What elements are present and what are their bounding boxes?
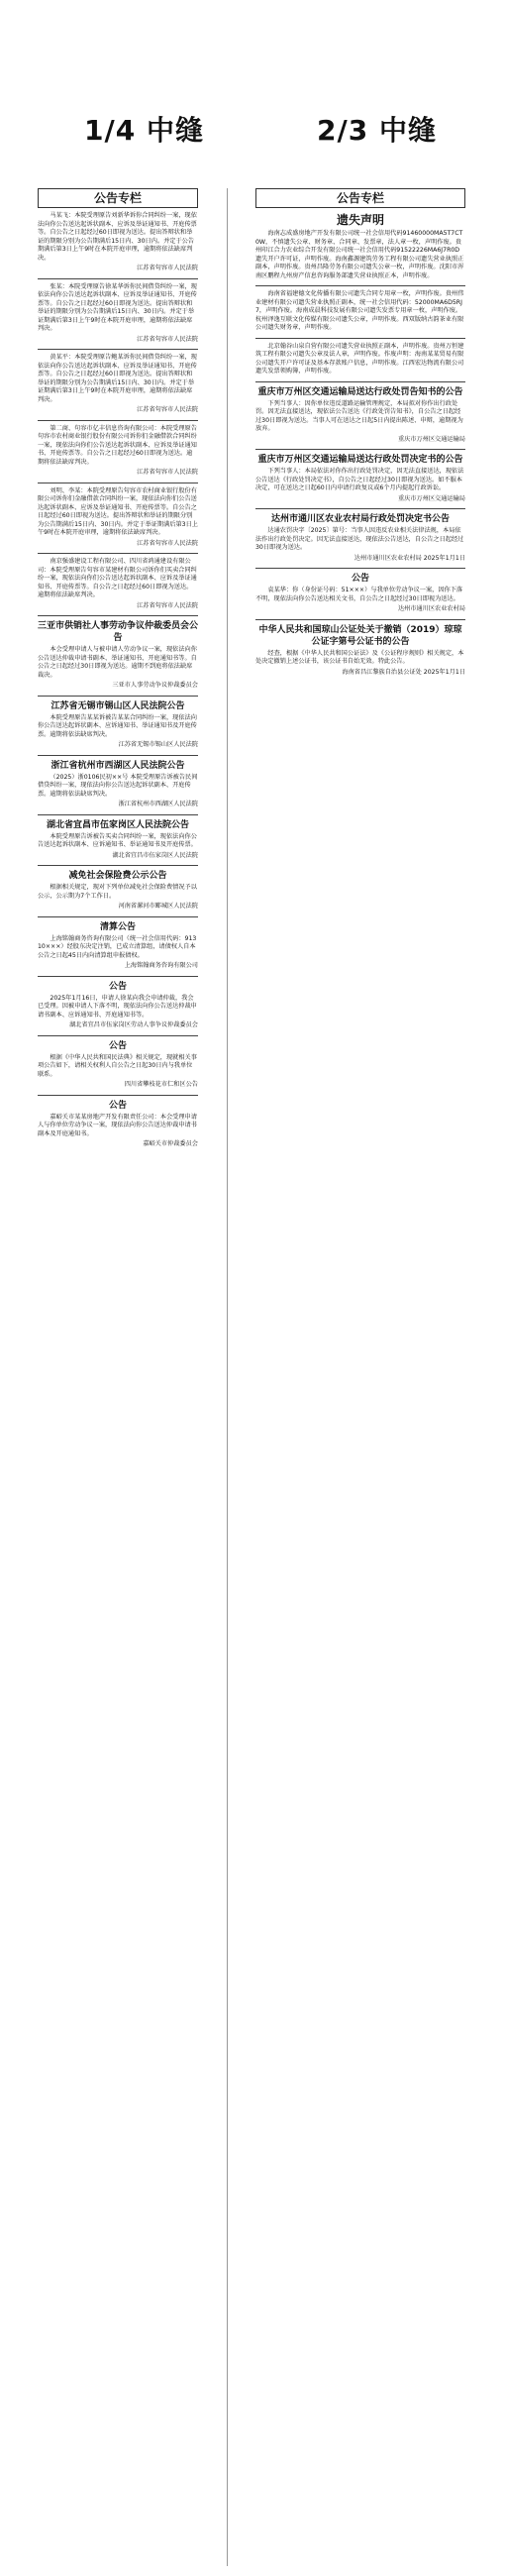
notice-separator <box>38 916 198 917</box>
notice-body: （2025）浙0106民初××号 本院受理原告诉被告民间借贷纠纷一案，现依法向你公告送达起诉状副本、开庭传票。逾期将依法缺席判决。 <box>38 773 198 798</box>
notice-signature: 湖北省宜昌市伍家岗区劳动人事争议仲裁委员会 <box>69 1021 198 1028</box>
notice-body: 经查，根据《中华人民共和国公证法》及《公证程序规则》相关规定，本处决定撤销上述公证书，该公证书自始无效。特此公告。 <box>255 649 464 665</box>
notice-title: 减免社会保险费公示公告 <box>68 871 167 881</box>
notice-separator <box>38 1095 198 1096</box>
notice-item <box>38 487 198 549</box>
notice-signature: 嘉峪关市仲裁委员会 <box>143 1140 198 1147</box>
notice-title: 公告 <box>108 1100 127 1111</box>
notice-signature: 江苏省句容市人民法院 <box>137 539 198 547</box>
notice-body: 达通农罚决字〔2025〕第号：当事人因违反农业相关法律法规，本局依法作出行政处罚决定。因无法直接送达，现依法公告送达，自公告之日起经过30日即视为送达。 <box>255 527 464 551</box>
notice-title: 公告 <box>351 574 369 584</box>
notice-body: 袁某华：你（身份证号码：51×××）与我单位劳动争议一案，因你下落不明，现依法向你公告送达相关文书，自公告之日起经过30日即视为送达。 <box>255 587 463 602</box>
notice-separator <box>255 449 465 450</box>
notice-signature: 重庆市万州区交通运输局 <box>397 435 465 443</box>
notice-separator <box>38 420 198 421</box>
notice-body: 海南志成盛房地产开发有限公司统一社会信用代码91460000MA5T7CT0W，不慎遗失公章、财务章、合同章、发票章，法人章一枚，声明作废。贵州印江合力农业综合开发有限公司统一社会信用代码91522226MA6J7R0D遗失开户许可证，声明作废。海南鑫源建筑劳务工程有限公司遗失营业执照正副本，声明作废。贵州昌隆劳务有限公司遗失公章一枚，声明作废。沈阳市浑南区鹏程九州房产信息咨询服务部遗失营业执照正本，声明作废。 <box>255 230 464 279</box>
left-column-heading: 1/4 中缝 <box>84 114 204 147</box>
notice-body: 南京强盛建设工程有限公司、四川省鸿通建设有限公司：本院受理原告句容市某建材有限公司诉你们买卖合同纠纷一案，现依法向你们公告送达起诉状副本、应诉及举证通知书、开庭传票等。自公告之日起经过60日即视为送达。逾期将依法缺席判决。 <box>38 558 197 598</box>
notice-separator <box>38 976 198 977</box>
notice-signature: 达州市通川区农业农村局 <box>397 605 465 612</box>
notice-signature: 上海铭翰商务咨询有限公司 <box>124 962 198 969</box>
notice-signature: 浙江省杭州市西湖区人民法院 <box>118 801 198 807</box>
notice-body: 张某：本院受理原告徐某华诉你民间借贷纠纷一案，现依法向你公告送达起诉状副本、应诉及举证通知书、开庭传票等。自公告之日起经过60日即视为送达。提出答辩状和举证的期限分别为公告期满后15日内、30日内。并定于举证期满后第3日上午9时在本院开庭审理，逾期将依法缺席判决。 <box>38 282 197 332</box>
notice-title: 浙江省杭州市西湖区人民法院公告 <box>50 760 185 771</box>
left-notice-list <box>38 212 198 1149</box>
notice-item <box>38 1040 198 1090</box>
notice-body: 本院受理原告某某诉被告某某合同纠纷一案，现依法向你公告送达起诉状副本、应诉通知书、举证通知书及开庭传票。逾期将依法缺席判决。 <box>38 713 197 738</box>
notice-separator <box>38 349 198 350</box>
notice-body: 马某飞：本院受理原告刘新华诉你合同纠纷一案，现依法向你公告送达起诉状副本、应诉及举证通知书、开庭传票等。自公告之日起经过60日即视为送达。提出答辩状和举证的期限分别为公告期满后15日内、30日内。并定于公告期满后第3日上午9时在本院开庭审理，逾期将依法缺席判决。 <box>38 212 197 262</box>
right-notice-column <box>255 188 465 2566</box>
notice-signature: 湖北省宜昌市伍家岗区人民法院 <box>112 851 198 859</box>
notice-separator <box>38 696 198 697</box>
notice-item <box>38 921 198 971</box>
notice-title: 三亚市供销社人事劳动争议仲裁委员会公告 <box>38 621 198 643</box>
notice-item <box>255 454 465 503</box>
notice-item <box>38 212 198 273</box>
notice-item <box>38 760 198 809</box>
notice-title: 重庆市万州区交通运输局送达行政处罚决定书的公告 <box>257 455 463 465</box>
notice-signature: 江苏省句容市人民法院 <box>137 335 198 343</box>
notice-item <box>38 700 198 750</box>
notice-body: 2025年1月16日，申请人徐某向我会申请仲裁，我会已受理。因被申请人下落不明，现依法向你公告送达仲裁申请书副本、应诉通知书、开庭通知书等。 <box>38 994 197 1019</box>
notice-title: 江苏省无锡市锡山区人民法院公告 <box>50 700 185 711</box>
notice-signature: 江苏省句容市人民法院 <box>137 406 198 413</box>
notice-signature: 海南省昌江黎族自治县公证处 2025年1月1日 <box>342 668 465 676</box>
notice-separator <box>255 381 465 382</box>
notice-item <box>255 513 465 563</box>
notice-separator <box>255 568 465 569</box>
notice-body: 下列当事人：因你单位违反道路运输管理规定，本局拟对你作出行政处罚。因无法直接送达，现依法公告送达《行政处罚告知书》，自公告之日起经过30日即视为送达。当事人可在送达之日起5日内提出陈述、申辩，逾期视为放弃。 <box>255 399 463 432</box>
notice-item <box>255 573 465 614</box>
notice-title: 清算公告 <box>99 921 136 932</box>
notice-title: 湖北省宜昌市伍家岗区人民法院公告 <box>46 819 189 830</box>
notice-item <box>38 819 198 861</box>
notice-separator <box>255 619 465 620</box>
notice-item <box>38 425 198 478</box>
right-column-heading: 2/3 中缝 <box>317 114 437 147</box>
notice-body: 上海铭翰商务咨询有限公司（统一社会信用代码：91310×××）经股东决定注销，已成立清算组，请债权人自本公告之日起45日内向清算组申报债权。 <box>38 934 197 959</box>
notice-signature: 江苏省句容市人民法院 <box>137 469 198 476</box>
notice-body: 北京翰谷山泉自营有限公司遗失营业执照正副本，声明作废。贵州万恒建筑工程有限公司遗失公章及法人章，声明作废。作废声明：海南某某贸易有限公司遗失开户许可证及基本存款账户信息，声明作废。江西宏达物流有限公司遗失发票领购簿，声明作废。 <box>255 342 464 375</box>
notice-item <box>38 620 198 691</box>
notice-body: 刘明、李某：本院受理原告句容市农村商业银行股份有限公司诉你们金融借款合同纠纷一案，现依法向你们公告送达起诉状副本、应诉及举证通知书、开庭传票等。自公告之日起经过60日即视为送达。提出答辩状和举证的期限分别为公告期满后15日内、30日内。并定于举证期满后第3日上午9时在本院开庭审理，逾期将依法缺席判决。 <box>38 486 198 536</box>
notice-item <box>38 558 198 610</box>
notice-signature: 河南省漯河市郾城区人民法院 <box>118 903 198 910</box>
notice-separator <box>38 615 198 616</box>
notice-signature: 四川省攀枝花市仁和区公告 <box>124 1081 198 1088</box>
notice-title: 公告 <box>108 981 127 992</box>
notice-title: 遗失声明 <box>336 213 384 227</box>
notice-item <box>38 354 198 415</box>
notice-body: 根据《中华人民共和国民法典》相关规定，现就相关事项公告如下，请相关权利人自公告之日起30日内与我单位联系。 <box>38 1053 197 1078</box>
notice-separator <box>38 278 198 279</box>
right-column-header: 公告专栏 <box>255 188 465 208</box>
notice-body: 嘉峪关市某某房地产开发有限责任公司：本会受理申请人与你单位劳动争议一案，现依法向你公告送达仲裁申请书副本及开庭通知书。 <box>38 1113 197 1137</box>
notice-separator <box>38 553 198 554</box>
right-notice-list <box>255 212 465 677</box>
notice-separator <box>255 338 465 339</box>
notice-title: 重庆市万州区交通运输局送达行政处罚告知书的公告 <box>257 386 463 397</box>
notice-item <box>255 290 465 333</box>
notice-item <box>255 386 465 445</box>
notice-body: 海南省福建德文化传播有限公司遗失合同专用章一枚，声明作废。贵州伟业建材有限公司遗失营业执照正副本，统一社会信用代码：52000MA6D5RJ7，声明作废。海南成晨科技发展有限公司遗失发票专用章一枚，声明作废。杭州泽逸互联文化传媒有限公司遗失公章，声明作废。西双版纳古韵茶业有限公司遗失财务章，声明作废。 <box>255 290 464 331</box>
left-column-header: 公告专栏 <box>38 188 198 208</box>
notice-separator <box>38 755 198 756</box>
notice-body: 黄某平：本院受理原告鲍某诉你民间借贷纠纷一案，现依法向你公告送达起诉状副本、应诉及举证通知书、开庭传票等。自公告之日起经过60日即视为送达。提出答辩状和举证的期限分别为公告期满后15日内、30日内。并定于举证期满后第3日上午9时在本院开庭审理，逾期将依法缺席判决。 <box>38 354 197 403</box>
notice-signature: 达州市通川区农业农村局 2025年1月1日 <box>354 554 465 562</box>
notice-body: 本院受理原告诉被告买卖合同纠纷一案，现依法向你公告送达起诉状副本、应诉通知书、举证通知书及开庭传票。 <box>38 832 197 848</box>
notice-signature: 江苏省句容市人民法院 <box>137 601 198 609</box>
notice-signature: 重庆市万州区交通运输局 <box>397 494 465 502</box>
notice-item <box>38 283 198 345</box>
notice-item <box>38 870 198 912</box>
notice-body: 根据相关规定，现对下列单位减免社会保险费情况予以公示，公示期为7个工作日。 <box>38 884 197 900</box>
notice-separator <box>38 865 198 866</box>
notice-item <box>38 1100 198 1149</box>
notice-title: 公告 <box>108 1040 127 1051</box>
notice-body: 第二商、句容市亿丰信息咨询有限公司：本院受理原告句容市农村商业银行股份有限公司诉你们金融借款合同纠纷一案，现依法向你们公告送达起诉状副本、应诉及举证通知书、开庭传票等。自公告之日起经过60日即视为送达。逾期将依法缺席判决。 <box>38 424 197 466</box>
notice-body: 下列当事人：本局依法对你作出行政处罚决定，因无法直接送达，现依法公告送达《行政处罚决定书》，自公告之日起经过30日即视为送达。如不服本决定，可在送达之日起60日内申请行政复议或6个月内提起行政诉讼。 <box>255 468 464 491</box>
notice-item <box>255 212 465 280</box>
notice-separator <box>255 285 465 286</box>
notice-separator <box>255 508 465 509</box>
notice-signature: 江苏省句容市人民法院 <box>137 265 198 271</box>
notice-separator <box>38 814 198 815</box>
notice-signature: 江苏省无锡市锡山区人民法院 <box>118 741 198 748</box>
notice-signature: 三亚市人事劳动争议仲裁委员会 <box>112 682 198 689</box>
notice-item <box>255 624 465 678</box>
notice-item <box>38 981 198 1030</box>
notice-separator <box>38 1035 198 1036</box>
notice-item <box>255 343 465 376</box>
notice-title: 达州市通川区农业农村局行政处罚决定书公告 <box>270 514 450 524</box>
notice-body: 本会受理申请人与被申请人劳动争议一案，现依法向你公告送达仲裁申请书副本、举证通知书、开庭通知书等。自公告之日起经过30日即视为送达。逾期不到庭将依法缺席裁决。 <box>38 646 197 679</box>
left-notice-column <box>38 188 198 2566</box>
column-divider <box>227 188 228 2566</box>
notice-title: 中华人民共和国琼山公证处关于撤销（2019）琼琼公证字第号公证书的公告 <box>258 624 462 647</box>
